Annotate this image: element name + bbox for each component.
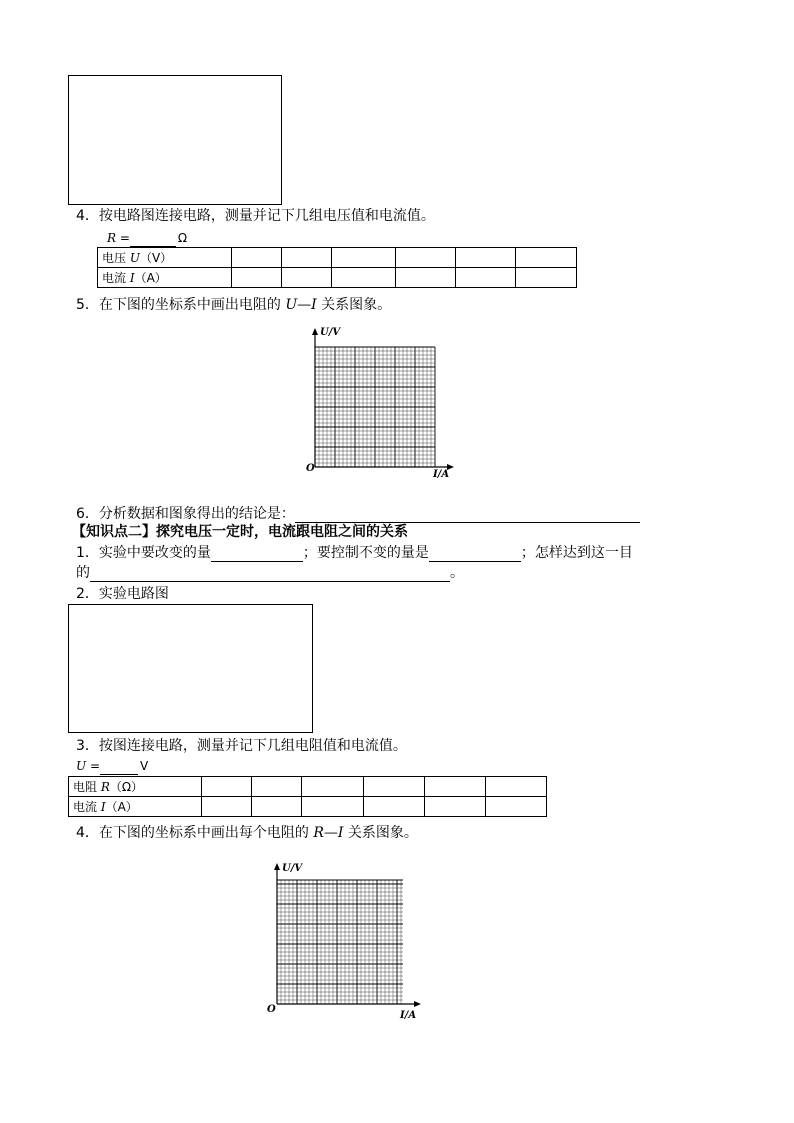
voltage-unit: V [140,759,149,773]
step-4-text: 4．按电路图连接电路，测量并记下几组电压值和电流值。 [76,208,435,224]
table-cell[interactable] [364,777,425,797]
step-6-text: 6．分析数据和图象得出的结论是： [76,505,640,523]
table-cell[interactable] [516,268,577,288]
table-row [69,797,547,817]
table-cell[interactable] [231,268,281,288]
resistance-current-table [68,776,547,817]
x-axis-arrow [414,1001,421,1007]
table-cell[interactable] [201,777,251,797]
table-cell[interactable] [396,268,456,288]
question-4-text: 4．在下图的坐标系中画出每个电阻的 R—I 关系图象。 [76,825,418,841]
table-cell[interactable] [281,248,331,268]
table-cell[interactable] [251,797,301,817]
graph-major-grid [277,880,403,1004]
table-row [98,248,577,268]
y-axis-label: U/V [282,863,303,874]
x-axis-label: I/A [433,469,450,480]
resistance-symbol: R [107,231,117,245]
step-5-text: 5．在下图的坐标系中画出电阻的 U—I 关系图象。 [76,297,392,313]
table-cell[interactable] [331,268,396,288]
resistance-line [107,229,187,247]
circuit-diagram-box-2 [68,604,313,733]
resistance-blank[interactable] [130,232,176,247]
voltage-line [76,757,148,775]
table-cell[interactable] [486,777,547,797]
r-i-graph[interactable] [262,858,427,1024]
changed-variable-blank[interactable] [211,547,303,562]
circuit-diagram-box-1 [68,75,282,205]
question-1-line-2: 的 。 [76,565,464,581]
controlled-variable-blank[interactable] [429,547,521,562]
table-cell[interactable] [456,248,516,268]
voltage-blank[interactable] [100,760,138,775]
row-header-resistance: 电阻 R（Ω） [69,777,202,797]
table-cell[interactable] [301,777,364,797]
question-1-line-1: 1．实验中要改变的量 ；要控制不变的量是 ；怎样达到这一目 [76,545,633,561]
row-header-current: 电流 I（A） [69,797,202,817]
table-cell[interactable] [281,268,331,288]
section-heading: 【知识点二】探究电压一定时，电流跟电阻之间的关系 [72,524,408,540]
y-axis-arrow [274,863,280,870]
table-cell[interactable] [456,268,516,288]
row-header-current: 电流 I（A） [98,268,232,288]
question-3-text: 3．按图连接电路，测量并记下几组电阻值和电流值。 [76,738,407,754]
equals-sign: = [86,759,100,773]
table-cell[interactable] [364,797,425,817]
question-2-text: 2．实验电路图 [76,586,169,602]
row-header-voltage: 电压 U（V） [98,248,232,268]
table-cell[interactable] [425,797,486,817]
resistance-unit: Ω [177,231,188,245]
x-axis-label: I/A [400,1010,417,1021]
table-cell[interactable] [201,797,251,817]
table-cell[interactable] [516,248,577,268]
table-cell[interactable] [231,248,281,268]
graph-major-grid [315,347,435,467]
u-i-graph[interactable] [300,322,460,482]
y-axis-label: U/V [320,327,341,338]
graph-origin: O [306,463,315,474]
table-cell[interactable] [486,797,547,817]
table-cell[interactable] [251,777,301,797]
voltage-symbol: U [76,759,87,773]
table-row [98,268,577,288]
table-cell[interactable] [301,797,364,817]
table-cell[interactable] [396,248,456,268]
table-row [69,777,547,797]
method-blank[interactable] [90,567,450,582]
graph-origin: O [267,1004,276,1015]
y-axis-arrow [312,328,318,335]
conclusion-blank[interactable] [295,508,640,523]
voltage-current-table [97,247,577,288]
table-cell[interactable] [331,248,396,268]
table-cell[interactable] [425,777,486,797]
equals-sign: = [116,231,130,245]
graph-minor-grid [277,880,403,1004]
